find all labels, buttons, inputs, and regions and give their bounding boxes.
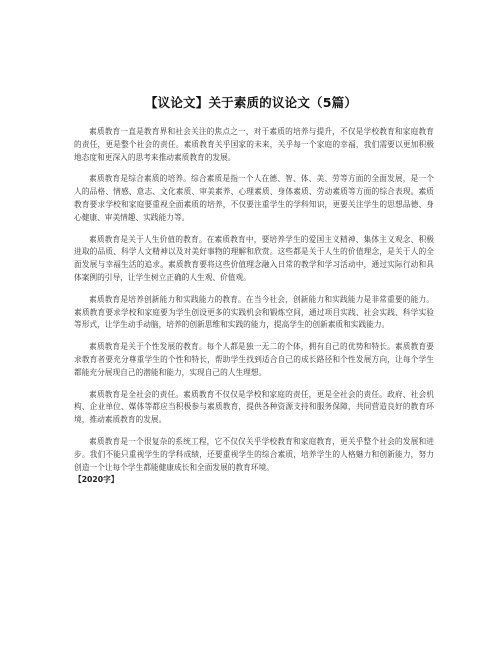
paragraph-3: 素质教育是关于人生价值的教育。在素质教育中，要培养学生的爱国主义精神、集体主义观念、积极进取的品质、科学人文精神以及对美好事物的理解和欣赏。这些都是关于人生的价值理念，是关于人的全面发展与幸福生活的追求。素质教育要将这些价值理念融入日常的教学和学习活动中，通过实际行动和具体案例的引导，让学生树立正确的人生观、价值观。 xyxy=(74,234,434,282)
paragraph-6: 素质教育是全社会的责任。素质教育不仅仅是学校和家庭的责任，更是全社会的责任。政府、社会机构、企业单位、媒体等都应当积极参与素质教育，提供各种资源支持和服务保障，共同营造良好的教育环境，推动素质教育的发展。 xyxy=(74,389,434,425)
paragraph-5: 素质教育是关于个性发展的教育。每个人都是独一无二的个体，拥有自己的优势和特长。素质教育要求教育者要充分尊重学生的个性和特长，帮助学生找到适合自己的成长路径和个性发展方向，让每个学生都能充分展现自己的潜能和能力，实现自己的人生理想。 xyxy=(74,342,434,377)
paragraph-2: 素质教育是综合素质的培养。综合素质是指一个人在德、智、体、美、劳等方面的全面发展，是一个人的品格、情感、意志、文化素质、审美素养、心理素质、身体素质、劳动素质等方面的综合表现。素质教育要求学校和家庭要重视全面素质的培养，不仅要注重学生的学科知识，更要关注学生的思想品德、身心健康、审美情趣、实践能力等。 xyxy=(74,174,434,222)
document-body xyxy=(74,126,434,487)
word-count-tag: 【2020字】 xyxy=(74,475,119,485)
document-title: 【议论文】关于素质的议论文（5篇） xyxy=(144,95,358,110)
paragraph-7: 素质教育是一个很复杂的系统工程，它不仅仅关乎学校教育和家庭教育，更关乎整个社会的发展和进步。我们不能只重视学生的学科成绩，还要重视学生的综合素质，培养学生的人格魅力和创新能力，努力创造一个让每个学生都能健康成长和全面发展的教育环境。 xyxy=(74,436,434,472)
paragraph-4: 素质教育是培养创新能力和实践能力的教育。在当今社会，创新能力和实践能力是非常重要的能力。素质教育要求学校和家庭要为学生创设更多的实践机会和锻炼空间，通过项目实践、社会实践、科学实验等形式，让学生动手动脑，培养的创新思维和实践的能力，提高学生的创新素质和实践能力。 xyxy=(74,294,434,330)
paragraph-1: 素质教育一直是教育界和社会关注的焦点之一，对于素质的培养与提升，不仅是学校教育和家庭教育的责任，更是整个社会的责任。素质教育关乎国家的未来，关乎每一个家庭的幸福，我们需要以更加积极地态度和更深入的思考来推动素质教育的发展。 xyxy=(74,127,434,162)
